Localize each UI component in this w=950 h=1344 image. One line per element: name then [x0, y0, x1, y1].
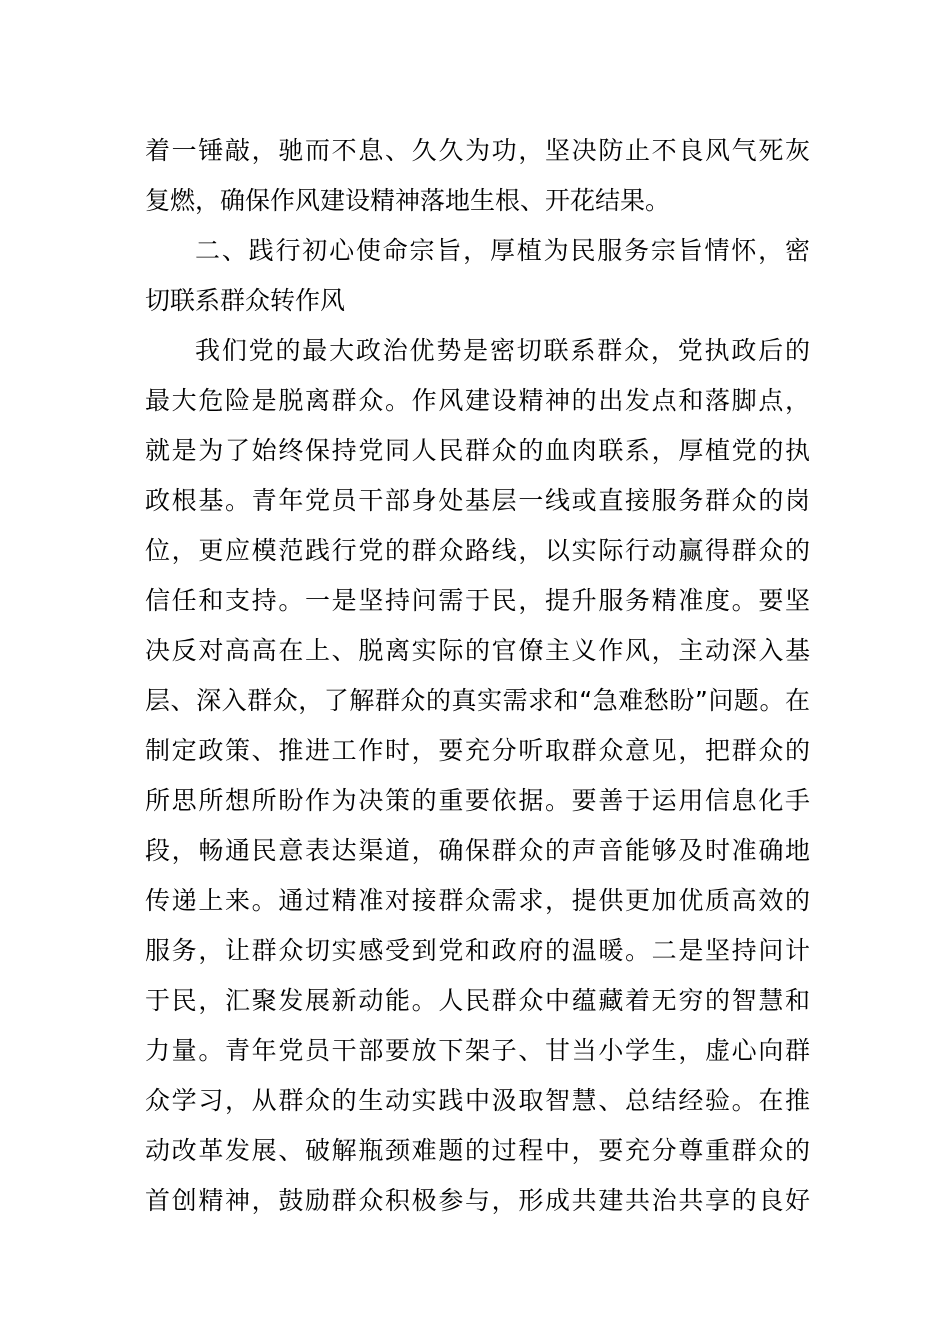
text-line: 段，畅通民意表达渠道，确保群众的声音能够及时准确地 — [145, 836, 810, 865]
text-line: 服务，让群众切实感受到党和政府的温暖。二是坚持问计 — [145, 936, 810, 965]
text-line: 位，更应模范践行党的群众路线，以实际行动赢得群众的 — [145, 536, 810, 565]
text-line: 所思所想所盼作为决策的重要依据。要善于运用信息化手 — [145, 786, 810, 815]
section-heading-line: 二、践行初心使命宗旨，厚植为民服务宗旨情怀，密 — [195, 236, 810, 265]
text-line: 动改革发展、破解瓶颈难题的过程中，要充分尊重群众的 — [145, 1136, 810, 1165]
text-line: 就是为了始终保持党同人民群众的血肉联系，厚植党的执 — [145, 436, 810, 465]
text-line: 层、深入群众，了解群众的真实需求和“急难愁盼”问题。在 — [145, 686, 810, 715]
text-line: 信任和支持。一是坚持问需于民，提升服务精准度。要坚 — [145, 586, 810, 615]
text-line: 众学习，从群众的生动实践中汲取智慧、总结经验。在推 — [145, 1086, 810, 1115]
text-line: 力量。青年党员干部要放下架子、甘当小学生，虚心向群 — [145, 1036, 810, 1065]
text-line: 制定政策、推进工作时，要充分听取群众意见，把群众的 — [145, 736, 810, 765]
text-line: 复燃，确保作风建设精神落地生根、开花结果。 — [145, 186, 671, 215]
body-text — [145, 126, 810, 1226]
text-line: 传递上来。通过精准对接群众需求，提供更加优质高效的 — [145, 886, 810, 915]
text-line: 着一锤敲，驰而不息、久久为功，坚决防止不良风气死灰 — [145, 136, 810, 165]
section-heading-line: 切联系群众转作风 — [145, 286, 346, 315]
text-line: 首创精神，鼓励群众积极参与，形成共建共治共享的良好 — [145, 1186, 810, 1215]
text-line: 最大危险是脱离群众。作风建设精神的出发点和落脚点， — [145, 386, 810, 415]
text-line: 政根基。青年党员干部身处基层一线或直接服务群众的岗 — [145, 486, 810, 515]
text-line: 决反对高高在上、脱离实际的官僚主义作风，主动深入基 — [145, 636, 810, 665]
text-line: 于民，汇聚发展新动能。人民群众中蕴藏着无穷的智慧和 — [145, 986, 810, 1015]
text-line: 我们党的最大政治优势是密切联系群众，党执政后的 — [195, 336, 810, 365]
